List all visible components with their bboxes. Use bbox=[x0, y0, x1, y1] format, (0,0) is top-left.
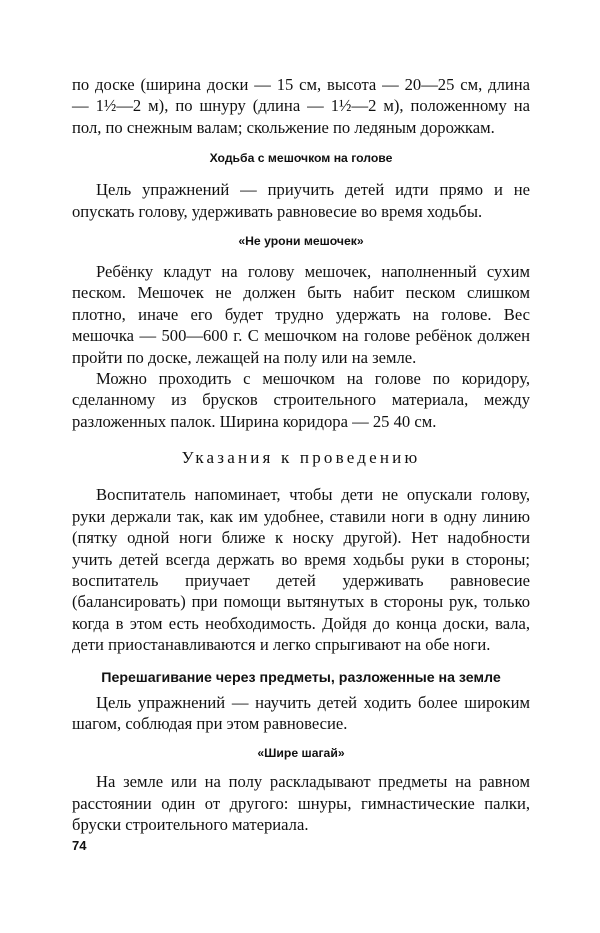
page-content bbox=[72, 74, 530, 836]
section-heading-stepping-over: Перешагивание через предметы, разложенные на земле bbox=[101, 669, 501, 686]
game-title-dont-drop-bag: «Не урони мешочек» bbox=[238, 234, 364, 249]
game-title-wider-step: «Шире шагай» bbox=[257, 746, 345, 761]
section-heading-walking-with-bag: Ходьба с мешочком на голове bbox=[209, 151, 393, 166]
paragraph-4: Можно проходить с мешочком на голове по коридору, сделанному из брусков строительного материала, между разложенных палок. Ширина коридора — 25 40 см. bbox=[72, 369, 530, 431]
paragraph-2: Цель упражнений — приучить детей идти прямо и не опускать голову, удерживать равновесие во время ходьбы. bbox=[72, 180, 530, 221]
paragraph-6: Цель упражнений — научить детей ходить более широким шагом, соблюдая при этом равновесие. bbox=[72, 692, 530, 733]
paragraph-1: по доске (ширина доски — 15 см, высота — 20—25 см, длина — 1½—2 м), по шнуру (длина — 1½—2 м), положенному на пол, по снежным валам; скольжение по ледяным дорожкам. bbox=[72, 75, 530, 137]
page-number: 74 bbox=[72, 838, 87, 853]
instructions-heading: Указания к проведению bbox=[181, 448, 421, 468]
paragraph-7: На земле или на полу раскладывают предметы на равном расстоянии один от другого: шнуры, гимнастические палки, бруски строительного материала. bbox=[72, 772, 530, 835]
paragraph-3: Ребёнку кладут на голову мешочек, наполненный сухим песком. Мешочек не должен быть набит песком слишком плотно, иначе его будет трудно удержать на голове. Вес мешочка — 500—600 г. С мешочком на голове ребёнок должен пройти по доске, лежащей на полу или на земле. bbox=[72, 262, 530, 367]
paragraph-5: Воспитатель напоминает, чтобы дети не опускали голову, руки держали так, как им удобнее, ставили ноги в одну линию (пятку одной ноги ближе к носку другой). Нет надобности учить детей всегда держать во время ходьбы руки в стороны; воспитатель приучает детей удерживать равновесие (балансировать) при помощи вытянутых в стороны рук, только когда в этом есть необходимость. Дойдя до конца доски, вала, дети приостанавливаются и легко спрыгивают на обе ноги. bbox=[72, 485, 530, 655]
